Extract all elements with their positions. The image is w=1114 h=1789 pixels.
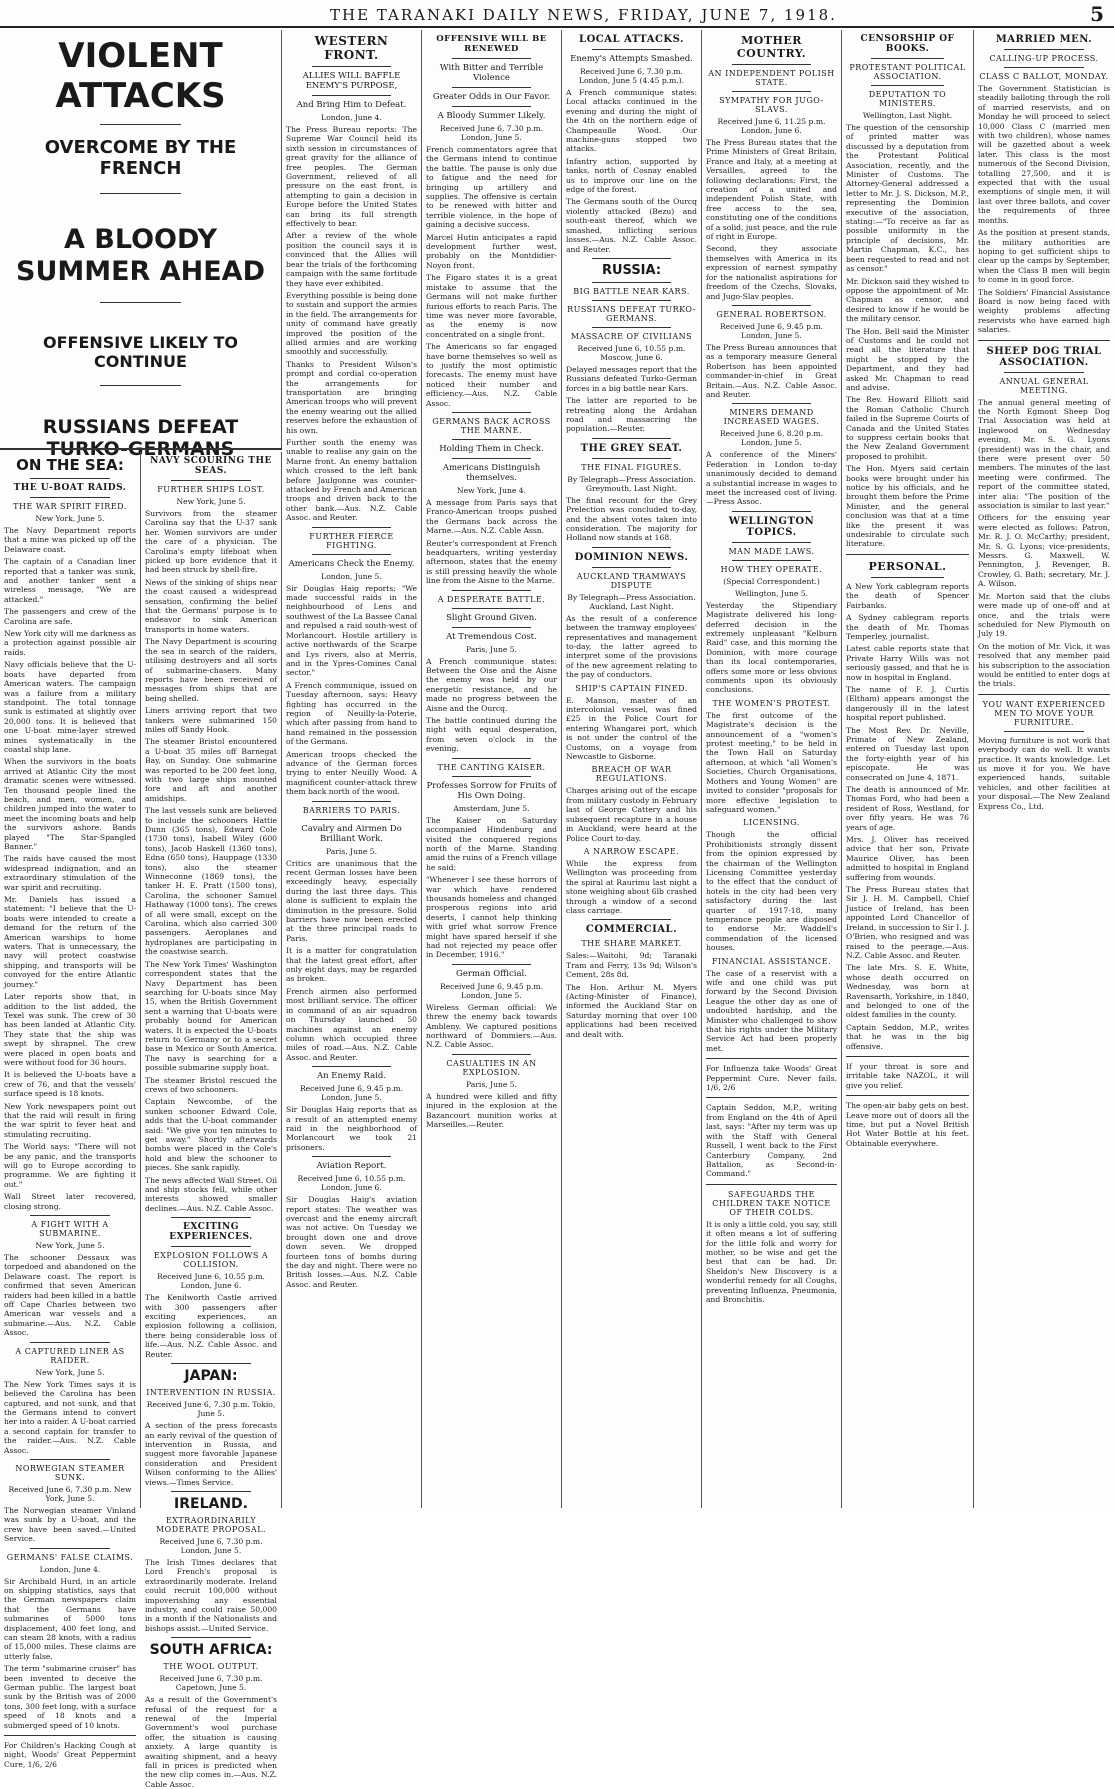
page-number: 5 xyxy=(1090,2,1104,26)
paragraph: The raids have caused the most widespread indignation, and an extraordinary stimulation of the war spirit and recruiting. xyxy=(4,854,136,892)
heading-war-spirit: THE WAR SPIRIT FIRED. xyxy=(13,502,127,511)
heading-russia: RUSSIA: xyxy=(601,262,662,278)
heading-casualties: CASUALTIES IN AN EXPLOSION. xyxy=(446,1058,537,1077)
dateline: Received June 6, 7.30 p.m. London, June 5. xyxy=(159,1536,263,1555)
advertisement: For Influenza take Woods' Great Peppermint Cure. Never fails. 1/6, 2/6 xyxy=(706,1064,837,1093)
heading-japan: JAPAN: xyxy=(184,1368,238,1385)
advertisement: For Children's Hacking Cough at night, Woods' Great Peppermint Cure, 1/6, 2/6 xyxy=(4,1741,136,1769)
heading-norwegian: NORWEGIAN STEAMER SUNK. xyxy=(15,1463,125,1482)
heading-calling-up: CALLING-UP PROCESS. xyxy=(989,54,1099,63)
paragraph: On the motion of Mr. Vick, it was resolved that any member paid his subscription to the association would be entitled to enter dogs at the trials. xyxy=(978,641,1110,689)
paragraph: The Hon. Bell said the Minister of Customs and he could not read all the literature that might be stopped by the Department, and they had asked Mr. Chapman to read and advise. xyxy=(846,326,969,392)
paragraph: A conference of the Miners' Federation in London to-day unanimously decided to demand a substantial increase in wages to meet the increased cost of living.—Press Assoc. xyxy=(706,450,837,507)
paragraph: The steamer Bristol rescued the crews of two schooners. xyxy=(145,1075,277,1094)
headline-violent-attacks: VIOLENT ATTACKS xyxy=(55,36,226,116)
paragraph: As a result of the Government's refusal of the request for a renewal of the Imperial Government's wool purchase offer, the situation is causing anxiety. A large quantity is awaiting shipment, and a heavy fall in prices is predicted when the new clip comes in.—Aus. N.Z. Cable Assoc. xyxy=(145,1695,277,1789)
dateline: Paris, June 5. xyxy=(465,644,518,654)
paragraph: Wall Street later recovered, closing strong. xyxy=(4,1192,136,1211)
heading-captain-fined: SHIP'S CAPTAIN FINED. xyxy=(575,683,688,693)
headline-bloody-summer: A BLOODY SUMMER AHEAD xyxy=(16,224,265,287)
masthead xyxy=(0,0,1114,28)
heading-deputation: DEPUTATION TO MINISTERS. xyxy=(868,90,947,108)
paragraph: The Press Bureau states that Sir J. H. M. Campbell, Chief Justice of Ireland, has been appointed Lord Chancellor of Ireland, in succession to Sir I. J. O'Brien, who resigned and was raised to the peerage.—Aus. N.Z. Cable Assoc. and Reuter. xyxy=(846,885,969,960)
paragraph: The Irish Times declares that Lord French's proposal is extraordinarily moderate. Ireland could recruit 100,000 without impoverishing any essential industry, and could raise 50,000 in a month if the Nationalists and bishops assist.—United Service. xyxy=(145,1557,277,1633)
paragraph: Second, they associate themselves with America in its expression of earnest sympathy for the nationalist aspirations for freedom of the Czechs, Slovaks, and Jugo-Slav peoples. xyxy=(706,244,837,301)
headline-offensive: OFFENSIVE LIKELY TO CONTINUE xyxy=(43,333,238,371)
paragraph: News of the sinking of ships near the coast caused a widespread sensation, confirming the belief that the Germans' purpose is to endeavor to sink American transports in home waters. xyxy=(145,577,277,634)
column-2 xyxy=(141,452,282,1789)
paragraph: The Press Bureau reports: The Supreme War Council held its sixth session in circumstances of great gravity for the alliance of free peoples. The German Government, relieved of all pressure on the east front, is attempting to gain a decision in Europe before the United States can bring its full strength effectively to bear. xyxy=(286,125,417,229)
heading-navy-scouring: NAVY SCOURING THE SEAS. xyxy=(150,456,272,476)
heading-womens-protest: THE WOMEN'S PROTEST. xyxy=(712,698,831,708)
heading-wellington-topics: WELLINGTON TOPICS. xyxy=(728,515,815,538)
paragraph: Officers for the ensuing year were elected as follows: Patron, Mr. R. J. O. McCarthy; president, Mr. S. G. Lyons; vice-presidents, Messrs. G. Maxwell, W. Pennington, J. Revenger, B. Crowley, G. Bath; secretary, Mr. J. A. Wilson. xyxy=(978,513,1110,589)
heading-south-africa: SOUTH AFRICA: xyxy=(149,1642,273,1659)
paragraph: Later reports show that, in addition to the list added, the Texel was sunk. The crew of 30 has been landed at Atlantic City. They state that the ship was swept by shrapnel. The crew were placed in open boats and were without food for 36 hours. xyxy=(4,992,136,1067)
heading-canting-kaiser: THE CANTING KAISER. xyxy=(437,762,546,772)
dateline: Received June 6, 10.55 p.m. London, June 6. xyxy=(297,1174,406,1193)
paragraph: "Whenever I see these horrors of war which have rendered thousands homeless and changed prosperous regions into arid deserts, I cannot help thinking with grief what sorrow Frence might have spared herself if she had not rejected my peace offer in December, 1916." xyxy=(426,875,557,960)
heading-breach: BREACH OF WAR REGULATIONS. xyxy=(591,765,672,784)
paragraph: The late Mrs. S. E. White, whose death occurred on Wednesday, was born at Ravensarth, Yorkshire, in 1840, and belonged to one of the oldest families in the county. xyxy=(846,963,969,1020)
paragraph: Mr. Daniels has issued a statement: "I believe that the U-boats were intended to create a demand for the return of the American warships to home waters. That is unnecessary, the navy will protect coastwise shipping, and transports will be convoyed for the entire Atlantic journey." xyxy=(4,895,136,989)
heading-americans-distinguish: Americans Distinguish themselves. xyxy=(442,462,541,483)
paragraph: E. Manson, master of an intercolonial vessel, was fined £25 in the Police Court for entering Whangarei port, which is not under the control of the Customs, on a voyage from Newcastle to Gisborne. xyxy=(566,695,697,762)
dateline: Received June 6, 8.20 p.m. London, June 5. xyxy=(719,429,824,448)
heading-russians-defeat: RUSSIANS DEFEAT TURKO-GERMANS. xyxy=(567,304,696,323)
paragraph: The last vessels sunk are believed to include the schooners Hattie Dunn (365 tons), Edward Cole (1730 tons), Isabell Wiley (600 tons), Jacob Haskell (1360 tons), Edna (650 tons), Hauppage (1330 tons), also the steamer Winneconne (1869 tons), the tanker H. E. Pratt (1500 tons), Carolina, the schooner Samuel Hathaway (1000 tons). The crews of all were small, except on the Carolina, which also carried 300 passengers. Aeroplanes and hydroplanes are participating in the coastwise search. xyxy=(145,806,277,957)
heading-offensive-renewed: OFFENSIVE WILL BE RENEWED xyxy=(436,34,547,54)
paragraph: Sir Douglas Haig reports: "We made successful raids in the neighbourhood of Lens and southwest of the La Bassee Canal and repulsed a raid south-west of Morlancourt. Hostile artillery is active northwards of the Scarpe and Lys rivers, also at Merris, and in the Ypres-Comines Canal sector." xyxy=(286,583,417,678)
heading-class-c-ballot: CLASS C BALLOT, MONDAY. xyxy=(979,72,1109,81)
dateline: Received June 6, 9.45 p.m. London, June 5. xyxy=(299,1084,404,1103)
heading-commercial: COMMERCIAL. xyxy=(585,924,678,936)
heading-ships-lost: FURTHER SHIPS LOST. xyxy=(157,485,265,494)
dateline: London, June 4. xyxy=(39,1564,101,1574)
heading-proposal: EXTRAORDINARILY MODERATE PROPOSAL. xyxy=(155,1515,267,1534)
paragraph: The steamer Bristol encountered a U-boat 35 miles off Barnegat Bay, on Sunday. One submarine was reported to be 200 feet long, with two large ships mounted fore and aft and another amidships. xyxy=(145,737,277,803)
paragraph: The Navy Department is scouring the sea in search of the raiders, utilising destroyers and all sorts of submarine-chasers. Many reports have been received of messages from ships that are being shelled. xyxy=(145,637,277,703)
column-6 xyxy=(702,30,842,1508)
paragraph: French airmen also performed most brilliant service. The officer in command of an air squadron on Thursday launched 50 machines against an enemy column which occupied three miles of road.—Aus. N.Z. Cable Assoc. and Reuter. xyxy=(286,986,417,1062)
paragraph: New York newspapers point out that the raid will result in firing the war spirit to fever heat and stimulating recruiting. xyxy=(4,1101,136,1139)
paragraph: Captain Seddon, M.P., writing from England on the 4th of April last, says: "After my term was up with the Staff with General Russell, I went back to the First Canterbury Company, 2nd Battalion, as Second-in-Command." xyxy=(706,1103,837,1179)
heading-man-made-laws: MAN MADE LAWS. xyxy=(728,546,815,556)
paragraph: A Sydney cablegram reports the death of Mr. Thomas Temperley, journalist. xyxy=(846,613,969,641)
paragraph: The name of F. J. Curtis (Eltham) appears amongst the dangerously ill in the latest hospital report published. xyxy=(846,684,969,723)
paragraph: Sir Douglas Haig's aviation report states: The weather was overcast and the enemy aircraft was not active. On Tuesday we brought down one and drove down seven. We dropped fourteen tons of bombs during the day and night. There were no British losses.—Aus. N.Z. Cable Assoc. and Reuter. xyxy=(286,1195,417,1289)
paragraph: The New York Times' Washington correspondent states that the Navy Department has been searching for U-boats since May 15, when the British Government sent a warning that U-boats were probably bound for American waters. It is expected the U-boats return to Germany or to a secret base in Mexico or South America. The navy is searching for a possible submarine supply boat. xyxy=(145,959,277,1073)
dateline: New York, June 5. xyxy=(35,514,105,523)
heading-aviation: Aviation Report. xyxy=(316,1161,387,1172)
paragraph: The latter are reported to be retreating along the Ardahan road and massacring the population.—Reuter. xyxy=(566,396,697,434)
dateline: Paris, June 5. xyxy=(325,846,378,856)
paragraph: Everything possible is being done to sustain and support the armies in the field. The arrangements for unity of command have greatly improved the position of the allied armies and are working smoothly and successfully. xyxy=(286,290,417,357)
heading-professes-sorrow: Professes Sorrow for Fruits of His Own Doing. xyxy=(426,780,557,801)
heading-captured-liner: A CAPTURED LINER AS RAIDER. xyxy=(15,1346,125,1365)
heading-protestant: PROTESTANT POLITICAL ASSOCIATION. xyxy=(849,63,966,81)
heading-false-claims: GERMANS' FALSE CLAIMS. xyxy=(6,1552,134,1562)
heading-tramways: AUCKLAND TRAMWAYS DISPUTE xyxy=(576,571,687,590)
paragraph: Further south the enemy was unable to realise any gain on the Marne front. An enemy battalion which crossed to the left bank before Jaulgonne was counter-attacked by French and American troops and driven back to the other bank.—Aus. N.Z. Cable Assoc. and Reuter. xyxy=(286,438,417,523)
paragraph: The news affected Wall Street. Oil and ship stocks fell, while other interests showed smaller declines.—Aus. N.Z. Cable Assoc. xyxy=(145,1175,277,1213)
column-3 xyxy=(282,30,422,1508)
heading-massacre: MASSACRE OF CIVILIANS xyxy=(570,331,693,341)
paragraph: As the position at present stands, the military authorities are hoping to get sufficient ships to clear up the camps by September, when the Class B men will begin to come in in good force. xyxy=(978,228,1110,285)
heading-tremendous-cost: At Tremendous Cost. xyxy=(446,631,537,642)
paragraph: Infantry action, supported by tanks, north of Cosnay enabled us to improve our line on the edge of the forest. xyxy=(566,156,697,195)
paragraph: The first outcome of the Magistrate's decision is the announcement of a "women's protest meeting," to be held in the Town Hall on Saturday afternoon, at which "all Women's Societies, Church Organisations, Mothers and Young Women" are invited to consider "proposals for more effective legislation to safeguard women." xyxy=(706,710,837,814)
paragraph: The Norwegian steamer Vinland was sunk by a U-boat, and the crew have been saved.—United Service. xyxy=(4,1505,136,1544)
paragraph: The captain of a Canadian liner reported that a tanker was sunk, and another tanker sent a wireless message, "We are attacked." xyxy=(4,557,136,604)
paragraph: The schooner Dessaux was torpedoed and abandoned on the Delaware coast. The report is confirmed that seven American raiders had been killed in a battle off Cape Charles between two American war vessels and a submarine.—Aus. N.Z. Cable Assoc. xyxy=(4,1253,136,1338)
heading-local-attacks: LOCAL ATTACKS. xyxy=(579,34,684,45)
heading-back-across-marne: GERMANS BACK ACROSS THE MARNE. xyxy=(432,416,551,435)
paragraph: Survivors from the steamer Carolina say that the U-37 sank her. Women survivors are under the care of a physician. The Carolina's empty lifeboat when picked up bore evidence that it had been struck by shell-fire. xyxy=(145,509,277,575)
dateline: Received June 6, 9.45 p.m. London, June 5. xyxy=(439,981,544,1000)
paragraph: Reuter's correspondent at French headquarters, writing yesterday afternoon, states that the enemy is still pressing heavily the whole line from the Aisne to the Marne. xyxy=(426,538,557,586)
dateline: By Telegraph—Press Association. Auckland, Last Night. xyxy=(567,592,696,611)
dateline: Received June 6, 9.45 p.m. London, June 5. xyxy=(719,321,824,340)
paragraph: The Hon. Myers said certain books were brought under his notice by his officials, and he brought them before the Prime Minister, and the general conclusion was that at a time like the present it was undesirable to circulate such literature. xyxy=(846,464,969,549)
dateline: Amsterdam, June 5. xyxy=(453,803,530,813)
heading-final-figures: THE FINAL FIGURES. xyxy=(581,462,682,472)
heading-enemy-raid: An Enemy Raid. xyxy=(316,1071,387,1082)
paragraph: The Press Bureau announces that as a temporary measure General Robertson has been appointed commander-in-chief in Great Britain.—Aus. N.Z. Cable Assoc. and Reuter. xyxy=(706,342,837,399)
heading-greater-odds: Greater Odds in Our Favor. xyxy=(432,92,551,102)
paragraph: Wireless German official: We threw the enemy back towards Ambleny. We captured positions northward of Dommiers.—Aus. N.Z. Cable Assoc. xyxy=(426,1002,557,1050)
heading-personal: PERSONAL. xyxy=(868,559,947,573)
paragraph: The Navy Department reports that a mine was picked up off the Delaware coast. xyxy=(4,526,136,554)
lead-headline-block xyxy=(0,30,282,460)
paragraph: The question of the censorship of printed matter was discussed by a deputation from the Protestant Political Association, recently, and the Minister of Customs. The Attorney-General addressed a letter to Mr. J. S. Dickson, M.P., representing the Dominion executive of the association, stating:—"To receive as far as possible uniformity in the principle of decisions, Mr. Martin Chapman, K.C., has been requested to read and not as censor." xyxy=(846,123,969,274)
heading-wool: THE WOOL OUTPUT. xyxy=(163,1662,259,1672)
paragraph: The Hon. Arthur M. Myers (Acting-Minister of Finance), informed the Auckland Star on Saturday morning that over 100 applications had been received and dealt with. xyxy=(566,982,697,1039)
heading-on-the-sea: ON THE SEA: xyxy=(16,456,124,474)
dateline: Received June 6, 7.30 p.m. Tokio, June 5. xyxy=(146,1400,276,1419)
heading-americans-check: Americans Check the Enemy. xyxy=(288,558,415,569)
paragraph: A hundred were killed and fifty injured in the explosion at the Bazancourt munition works at Marseilles.—Reuter. xyxy=(426,1091,557,1130)
paragraph: Thanks to President Wilson's prompt and cordial co-operation the arrangements for transportation are bringing American troops who will prevent the enemy wearing out the allied reserves before the exhaustion of his own. xyxy=(286,359,417,435)
dateline: Wellington, June 5. xyxy=(734,588,809,598)
advertisement: Moving furniture is not work that everybody can do well. It wants practice. It wants knowledge. Let us move it for you. We have experienced hands, suitable vehicles, and other facilities at your disposal.—The New Zealand Express Co., Ltd. xyxy=(978,735,1110,811)
dateline: Received June 6, 10.55 p.m. London, June 6. xyxy=(157,1272,265,1291)
dateline: Paris, June 5. xyxy=(465,1079,518,1089)
paragraph: A New York cablegram reports the death of Spencer Fairbanks. xyxy=(846,581,969,610)
paragraph: New York city will me darkness as a protection against possible air raids. xyxy=(4,629,137,657)
heading-desperate-battle: A DESPERATE BATTLE. xyxy=(437,594,546,604)
paragraph: The case of a reservist with a wife and one child was put forward by the Second Division League the other day as one of undoubted hardship, and the Minister who challenged to show that his rights under the Military Service Act had been properly met. xyxy=(706,968,837,1053)
paragraph: After a review of the whole position the council says it is convinced that the Allies will bear the trials of the forthcoming campaign with the same fortitude they have ever exhibited. xyxy=(286,231,417,288)
heading-attempts-smashed: Enemy's Attempts Smashed. xyxy=(570,54,693,64)
paragraph: The World says: "There will not be any panic, and the transports will go to Europe according to programme. We are fighting it out." xyxy=(4,1142,136,1189)
dateline: New York, June 5. xyxy=(176,497,246,506)
paragraph: Yesterday the Stipendiary Magistrate delivered his long-deferred decision in the extremely unpleasant "Kelburn Raid" case, and this morning the Dominion, with more courage than its local contemporaries, offers some more or less obvious comments upon its obviously conclusions. xyxy=(706,600,837,695)
dateline: Received June 6, 7.30 p.m. London, June 5. xyxy=(439,124,544,142)
heading-kars: BIG BATTLE NEAR KARS. xyxy=(573,286,690,296)
paragraph: A section of the press forecasts an early revival of the question of intervention in Russia, and suggest more favorable Japanese consideration and President Wilson conforming to the Allies' views.—Times Service. xyxy=(145,1421,277,1487)
dateline: By Telegraph—Press Association. Greymouth, Last Night. xyxy=(567,474,696,493)
dateline: New York, June 5. xyxy=(35,1241,105,1251)
paragraph: Latest cable reports state that Private Harry Wills was not seriously gassed, and that he is now in hospital in England. xyxy=(846,644,969,682)
paragraph: A French communique, issued on Tuesday afternoon, says: Heavy fighting has occurred in the region of Neuilly-la-Poterie, which after passing from hand to hand remained in the possession of the Germans. xyxy=(286,680,417,747)
headline-overcome: OVERCOME BY THE FRENCH xyxy=(44,137,237,179)
paragraph: Sir Archibald Hurd, in an article on shipping statistics, says that the German newspapers claim that the Germans have submarines of 5000 tons displacement, 400 feet long, and can steam 28 knots, with a radius of 15,000 miles. These claims are utterly false. xyxy=(4,1576,136,1661)
paragraph: The New York Times says it is believed the Carolina has been captured, and not sunk, and that the Germans intend to convert her into a raider. A U-boat carried a second captain for transfer to the raider.—Aus. N.Z. Cable Assoc. xyxy=(4,1379,136,1455)
dateline: Wellington, Last Night. xyxy=(862,111,953,120)
paragraph: Liners arriving report that two tankers were submarined 150 miles off Sandy Hook. xyxy=(145,706,277,734)
heading-barriers: BARRIERS TO PARIS. xyxy=(302,805,401,815)
paragraph: Marcel Hutin anticipates a rapid development further west, probably on the Montdidier-Noyon front. xyxy=(426,232,557,270)
paragraph: While the express from Wellington was proceeding from the spiral at Raurimu last night a stone weighing about 6lb crashed through a window of a second class carriage. xyxy=(566,858,697,915)
heading-jugo-slavs: SYMPATHY FOR JUGO-SLAVS. xyxy=(719,96,824,114)
dateline: London, June 4. xyxy=(321,113,382,122)
paragraph: A French communique states: Between the Oise and the Aisne the enemy was held by our energetic resistance, and he made no progress between the Aisne and the Ourcq. xyxy=(426,656,557,713)
heading-exciting: EXCITING EXPERIENCES. xyxy=(169,1222,253,1243)
heading-mother-country: MOTHER COUNTRY. xyxy=(736,34,807,60)
heading-bloody-summer-likely: A Bloody Summer Likely. xyxy=(437,111,546,121)
column-5 xyxy=(562,30,702,1508)
dateline: Received June 6, 7.30 p.m. New York, June 5. xyxy=(8,1484,132,1503)
heading-cavalry: Cavalry and Airmen Do Brilliant Work. xyxy=(301,823,402,844)
paragraph: American troops checked the advance of the German forces trying to enter Neuilly Wood. A magnificent counter-attack threw them back north of the wood. xyxy=(286,749,417,797)
paragraph: Navy officials believe that the U-boats have departed from American waters. The campaign was a failure from a military standpoint. The total tonnage sunk is estimated at slightly over 20,000 tons. It is believed that one U-boat mine-layer strewed mines systematically in the coastal ship lane. xyxy=(4,660,136,754)
paragraph: The term "submarine cruiser" has been invented to deceive the German public. The largest boat sunk by the British was of 2000 tons, 300 feet long, with a surface speed of 18 knots and a submerged speed of 10 knots. xyxy=(4,1664,136,1730)
heading-uboat-raids: THE U-BOAT RAIDS. xyxy=(13,483,127,493)
heading-miners: MINERS DEMAND INCREASED WAGES. xyxy=(723,408,820,427)
paragraph: Sales:—Waitohi, 9d; Taranaki Tram and Ferry, 13s 9d; Wilson's Cement, 28s 8d. xyxy=(566,951,697,980)
paragraph: The Government Statistician is steadily balloting through the roll of married reservists, and on Monday he will proceed to select 10,000 Class C (married men with two children), whose names will be gazetted about a week later. This class is the most numerous of the Second Division, totalling 27,500, and it is expected that with the usual exemptions of single men, it will last over three ballots, and cover the requirements of three months. xyxy=(978,84,1110,225)
heading-licensing: LICENSING. xyxy=(743,818,800,828)
column-1 xyxy=(0,452,141,1769)
advertisement: It is only a little cold, you say, still it often means a lot of suffering for the little folk and worry for mother, so be wise and get the best that can be had. Dr. Sheldon's New Discovery is a wonderful remedy for all Coughs, preventing Influenza, Pneumonia, and Bronchitis. xyxy=(706,1219,837,1304)
heading-polish-state: AN INDEPENDENT POLISH STATE. xyxy=(708,69,835,87)
paragraph: As the result of a conference between the tramway employees' representatives and management to-day, the latter agreed to interpret some of the provisions of the new agreement relating to the pay of conductors. xyxy=(566,613,697,680)
paragraph: The annual general meeting of the North Egmont Sheep Dog Trial Association was held at Inglewood on Wednesday evening, Mr. S. G. Lyons (president) was in the chair, and there were present over 50 members. The minutes of the last meeting were confirmed. The report of the committee stated, inter alia: "The position of the association is similar to last year." xyxy=(978,397,1110,511)
paragraph: The Rev. Howard Elliott said the Roman Catholic Church failed in the Supreme Courts of Canada and the United States to suppress certain books that the New Zealand Government proposed to prohibit. xyxy=(846,395,969,461)
dateline: Received June 6, 10.55 p.m. Moscow, June 6. xyxy=(577,343,686,362)
paragraph: Delayed messages report that the Russians defeated Turko-German forces in a big battle near Kars. xyxy=(566,364,697,393)
heading-german-official: German Official. xyxy=(456,968,527,979)
heading-bitter-violence: With Bitter and Terrible Violence xyxy=(439,63,544,83)
headline-russians: RUSSIANS DEFEAT TURKO-GERMANS xyxy=(42,416,239,460)
heading-general-robertson: GENERAL ROBERTSON. xyxy=(716,309,827,319)
paragraph: It is believed the U-boats have a crew of 76, and that the vessels' surface speed is 18 knots. xyxy=(4,1070,136,1099)
heading-explosion: EXPLOSION FOLLOWS A COLLISION. xyxy=(153,1251,269,1270)
dateline: London, June 5. xyxy=(321,571,382,581)
paragraph: The final recount for the Grey Prelection was concluded to-day, and the absent votes taken into consideration. The majority for Holland now stands at 168. xyxy=(566,495,697,543)
paragraph: Captain Seddon, M.P., writes that he was in the big offensive. xyxy=(846,1022,969,1051)
heading-sheep-dog: SHEEP DOG TRIAL ASSOCIATION. xyxy=(986,345,1102,368)
paragraph: The Press Bureau states that the Prime Ministers of Great Britain, France and Italy, at a meeting at Versailles, agreed to the following declarations: First, the creation of a united and independent Polish State, with free access to the sea, constituting one of the conditions of a solid, just peace, and the rule of right in Europe. xyxy=(706,138,837,242)
paragraph: The Figaro states it is a great mistake to assume that the Germans will not make further furious efforts to reach Paris. The time was never more favorable, as the enemy is now concentrated on a single front. xyxy=(426,273,557,339)
paragraph: French commentators agree that the Germans intend to continue the battle. The pause is only due to fatigue and the need for bringing up artillery and supplies. The offensive is certain to be renewed with bitter and terrible violence, in the hope of gaining a decisive success. xyxy=(426,145,557,230)
heading-fight-submarine: A FIGHT WITH A SUBMARINE. xyxy=(31,1220,109,1239)
heading-how-they-operate: HOW THEY OPERATE. xyxy=(720,564,823,574)
paragraph: The Most Rev. Dr. Neville, Primate of New Zealand, entered on Tuesday last upon the forty-eighth year of his episcopate. He was consecrated on June 4, 1871. xyxy=(846,725,969,782)
paragraph: A French communique states: Local attacks continued in the evening and during the night of the 4th on the northern edge of Champeaulle Wood. Our machine-guns stopped two attacks. xyxy=(566,88,697,154)
paragraph: The Soldiers' Financial Assistance Board is now being faced with weighty problems affecting reservists who have earned high salaries. xyxy=(978,287,1110,335)
heading-share-market: THE SHARE MARKET. xyxy=(581,939,682,949)
advertisement: The open-air baby gets on best. Leave more out of doors all the time, but put a Novel British Hot Water Bottle at his feet. Obtainable everywhere. xyxy=(846,1101,969,1148)
paragraph: Sir Douglas Haig reports that as a result of an attempted enemy raid in the neighborhood of Morlancourt we took 21 prisoners. xyxy=(286,1105,417,1152)
column-4 xyxy=(422,30,562,1508)
heading-defeat: And Bring Him to Defeat. xyxy=(296,100,407,110)
dateline: New York, June 5. xyxy=(35,1367,105,1377)
paragraph: The Germans south of the Ourcq violently attacked (Bezu) and south-east thereof, which we smashed, inflicting serious losses.—Aus. N.Z. Cable Assoc. and Reuter. xyxy=(566,197,697,254)
dateline: New York, June 4. xyxy=(456,485,526,495)
paragraph: Charges arising out of the escape from military custody in February last of George Cattery and his subsequent recapture in a house in Auckland, were heard at the Police Court to-day. xyxy=(566,786,697,843)
heading-slight-ground: Slight Ground Given. xyxy=(446,612,537,623)
dateline: Received June 6, 11.25 p.m. London, June 6. xyxy=(717,117,826,135)
heading-safeguards: SAFEGUARDS THE CHILDREN TAKE NOTICE OF THEIR COLDS. xyxy=(712,1189,831,1217)
heading-married-men: MARRIED MEN. xyxy=(995,34,1093,45)
heading-movers: YOU WANT EXPERIENCED MEN TO MOVE YOUR FURNITURE. xyxy=(982,699,1106,727)
heading-intervention: INTERVENTION IN RUSSIA. xyxy=(146,1388,276,1398)
paragraph: The death is announced of Mr. Thomas Ford, who had been a resident of Ross, Westland, for over fifty years. He was 76 years of age. xyxy=(846,785,969,832)
paragraph: The Kaiser on Saturday accompanied Hindenburg and visited the conquered regions north of the Marne. Standing amid the ruins of a French village he said: xyxy=(426,815,557,872)
paragraph: Though the official Prohibitionists strongly dissent from the opinion expressed by the chairman of the Wellington Licensing Committee yesterday to the effect that the conduct of hotels in the city had been very satisfactory during the last quarter of 1917-18, many temperance people are disposed to endorse Mr. Waddell's commendation of the licensed houses. xyxy=(706,830,837,953)
heading-censorship: CENSORSHIP OF BOOKS. xyxy=(860,34,955,54)
advertisement: If your throat is sore and irritable take NAZOL, it will give you relief. xyxy=(846,1061,969,1090)
paragraph: The Americans so far engaged have borne themselves so well as to justify the most optimistic forecasts. The enemy must have noticed their number and efficiency.—Aus. N.Z. Cable Assoc. xyxy=(426,342,557,408)
byline: (Special Correspondent.) xyxy=(723,576,820,586)
paragraph: The Kenilworth Castle arrived with 300 passengers after exciting experiences, an explosion following a collision, there being considerable loss of life.—Aus. N.Z. Cable Assoc. and Reuter. xyxy=(145,1293,277,1359)
heading-allies-baffle: ALLIES WILL BAFFLE ENEMY'S PURPOSE, xyxy=(302,71,401,91)
heading-annual-meeting: ANNUAL GENERAL MEETING. xyxy=(999,376,1089,395)
paragraph: Captain Newcombe, of the sunken schooner Edward Cole, adds that the U-boat commander said: "We give you ten minutes to get away." Shortly afterwards bombs were placed in the Cole's hold and blew the schooner to pieces. She sank rapidly. xyxy=(145,1097,277,1173)
heading-dominion-news: DOMINION NEWS. xyxy=(574,551,689,563)
column-7 xyxy=(842,30,974,1508)
paragraph: The passengers and crew of the Carolina are safe. xyxy=(4,607,136,626)
column-8 xyxy=(974,30,1114,1508)
paragraph: When the survivors in the boats arrived at Atlantic City the most dramatic scenes were witnessed. Ten thousand people lined the beach, and men, women, and children jumped into the water to meet the incoming boats and help the survivors ashore. Bands played "The Star-Spangled Banner." xyxy=(4,757,136,851)
heading-holding-check: Holding Them in Check. xyxy=(439,443,544,454)
heading-fierce-fighting: FURTHER FIERCE FIGHTING. xyxy=(309,531,394,550)
paragraph: Mr. Morton said that the clubs were made up of one-off and at once, and the trials were scheduled for New Plymouth on July 19. xyxy=(978,591,1110,639)
masthead-title: THE TARANAKI DAILY NEWS, FRIDAY, JUNE 7, 1918. xyxy=(330,6,837,24)
dateline: Received June 6, 7.30 p.m. Capetown, June 5. xyxy=(159,1674,263,1693)
paragraph: It is a matter for congratulation that the latest great effort, after only eight days, may be regarded as broken. xyxy=(286,946,417,984)
heading-financial: FINANCIAL ASSISTANCE. xyxy=(711,956,832,966)
paragraph: Mr. Dickson said they wished to oppose the appointment of Mr. Chapman as censor, and desired to know if he would be the military censor. xyxy=(846,276,969,324)
dateline: Received June 6, 7.30 p.m. London, June 5 (4.45 p.m.). xyxy=(578,67,685,85)
paragraph: A message from Paris says that Franco-American troops pushed the Germans back across the Marne.—Aus. N.Z. Cable Assn. xyxy=(426,497,557,536)
heading-western-front: WESTERN FRONT. xyxy=(314,34,389,62)
heading-ireland: IRELAND. xyxy=(174,1495,248,1512)
paragraph: The battle continued during the night with equal desperation, from seven o'clock in the evening. xyxy=(426,716,557,754)
heading-narrow-escape: A NARROW ESCAPE. xyxy=(583,846,680,856)
paragraph: Critics are unanimous that the recent German losses have been exceedingly heavy, especially during the last three days. This alone is sufficient to explain the diminution in the pressure. Solid barriers have now been erected at the three principal roads to Paris. xyxy=(286,858,417,943)
heading-grey-seat: THE GREY SEAT. xyxy=(580,442,683,454)
paragraph: Mrs. J. Oliver has received advice that her son, Private Maurice Oliver, has been admitted to hospital in England suffering from wounds. xyxy=(846,835,969,882)
